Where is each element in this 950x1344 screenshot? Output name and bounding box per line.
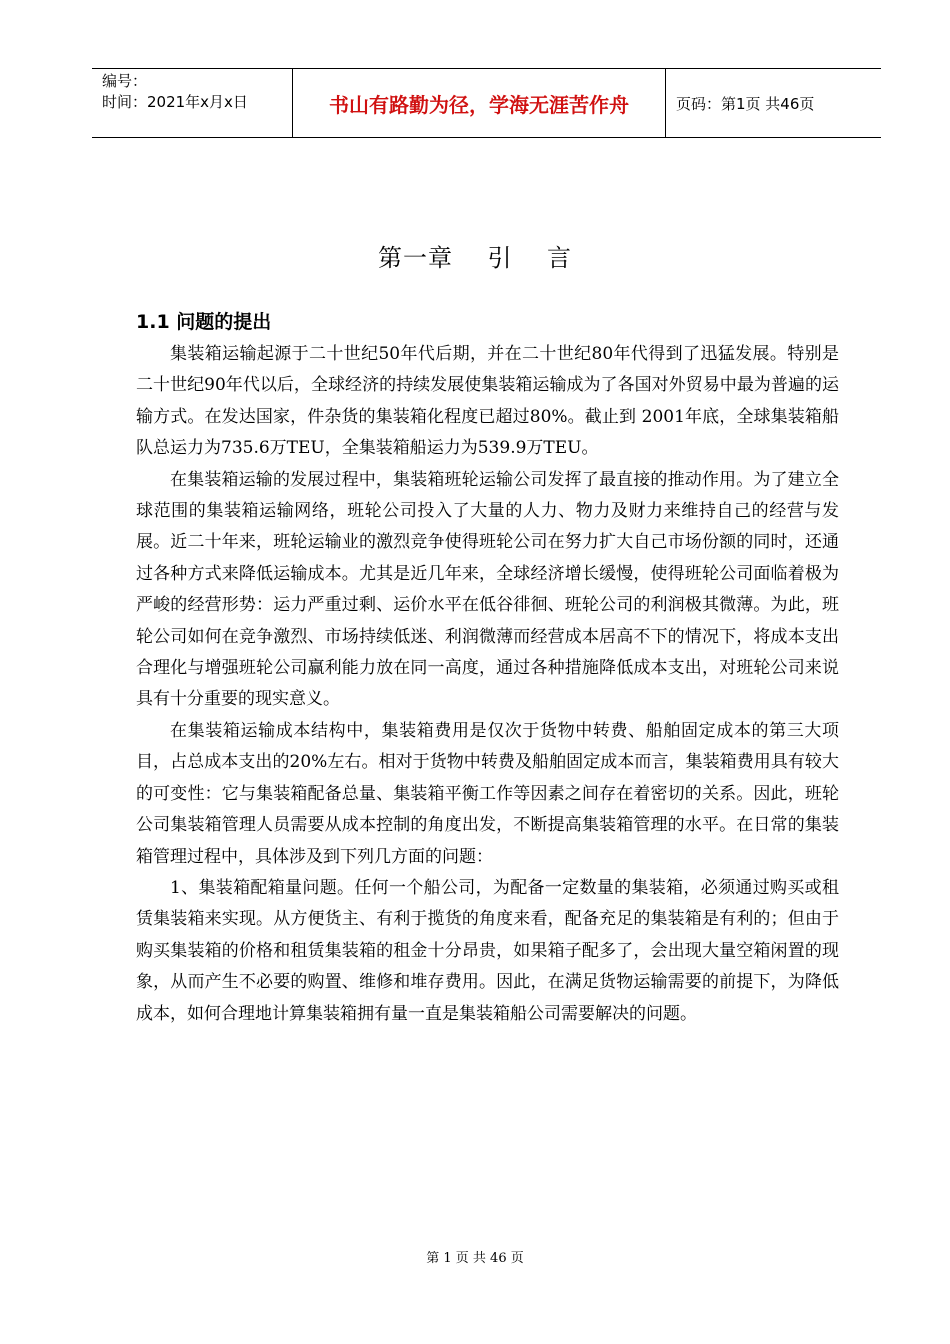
- paragraph: 1、集装箱配箱量问题。任何一个船公司，为配备一定数量的集装箱，必须通过购买或租赁集装箱来实现。从方便货主、有利于揽货的角度来看，配备充足的集装箱是有利的；但由于购买集装箱的价格和租赁集装箱的租金十分昂贵，如果箱子配多了，会出现大量空箱闲置的现象，从而产生不必要的购置、维修和堆存费用。因此，在满足货物运输需要的前提下，为降低成本，如何合理地计算集装箱拥有量一直是集装箱船公司需要解决的问题。: [136, 877, 839, 1024]
- header-number-label: 编号：: [102, 72, 148, 90]
- header-motto: 书山有路勤为径，学海无涯苦作舟: [293, 69, 666, 137]
- paragraph: 在集装箱运输成本结构中，集装箱费用是仅次于货物中转费、船舶固定成本的第三大项目，占总成本支出的20%左右。相对于货物中转费及船舶固定成本而言，集装箱费用具有较大的可变性：它与集装箱配备总量、集装箱平衡工作等因素之间存在着密切的关系。因此，班轮公司集装箱管理人员需要从成本控制的角度出发，不断提高集装箱管理的水平。在日常的集装箱管理过程中，具体涉及到下列几方面的问题：: [136, 720, 839, 867]
- header-date: 时间：2021年x月x日: [102, 93, 248, 111]
- page-footer: 第 1 页 共 46 页: [426, 1251, 524, 1266]
- header-page-info: 页码：第1页 共46页: [676, 94, 815, 113]
- document-header: [92, 68, 881, 138]
- body-text: [136, 339, 839, 1030]
- section-title: 1.1 问题的提出: [136, 311, 272, 333]
- header-meta: [92, 69, 293, 137]
- paragraph: 集装箱运输起源于二十世纪50年代后期，并在二十世纪80年代得到了迅猛发展。特别是二十世纪90年代以后，全球经济的持续发展使集装箱运输成为了各国对外贸易中最为普遍的运输方式。在发达国家，件杂货的集装箱化程度已超过80%。截止到 2001年底，全球集装箱船队总运力为735.6万TEU，全集装箱船运力为539.9万TEU。: [136, 344, 839, 459]
- paragraph: 在集装箱运输的发展过程中，集装箱班轮运输公司发挥了最直接的推动作用。为了建立全球范围的集装箱运输网络，班轮公司投入了大量的人力、物力及财力来维持自己的经营与发展。近二十年来，班轮运输业的激烈竞争使得班轮公司在努力扩大自己市场份额的同时，还通过各种方式来降低运输成本。尤其是近几年来，全球经济增长缓慢，使得班轮公司面临着极为严峻的经营形势：运力严重过剩、运价水平在低谷徘徊、班轮公司的利润极其微薄。为此，班轮公司如何在竞争激烈、市场持续低迷、利润微薄而经营成本居高不下的情况下，将成本支出合理化与增强班轮公司赢利能力放在同一高度，通过各种措施降低成本支出，对班轮公司来说具有十分重要的现实意义。: [136, 469, 839, 710]
- chapter-title: 第一章 引 言: [377, 244, 573, 272]
